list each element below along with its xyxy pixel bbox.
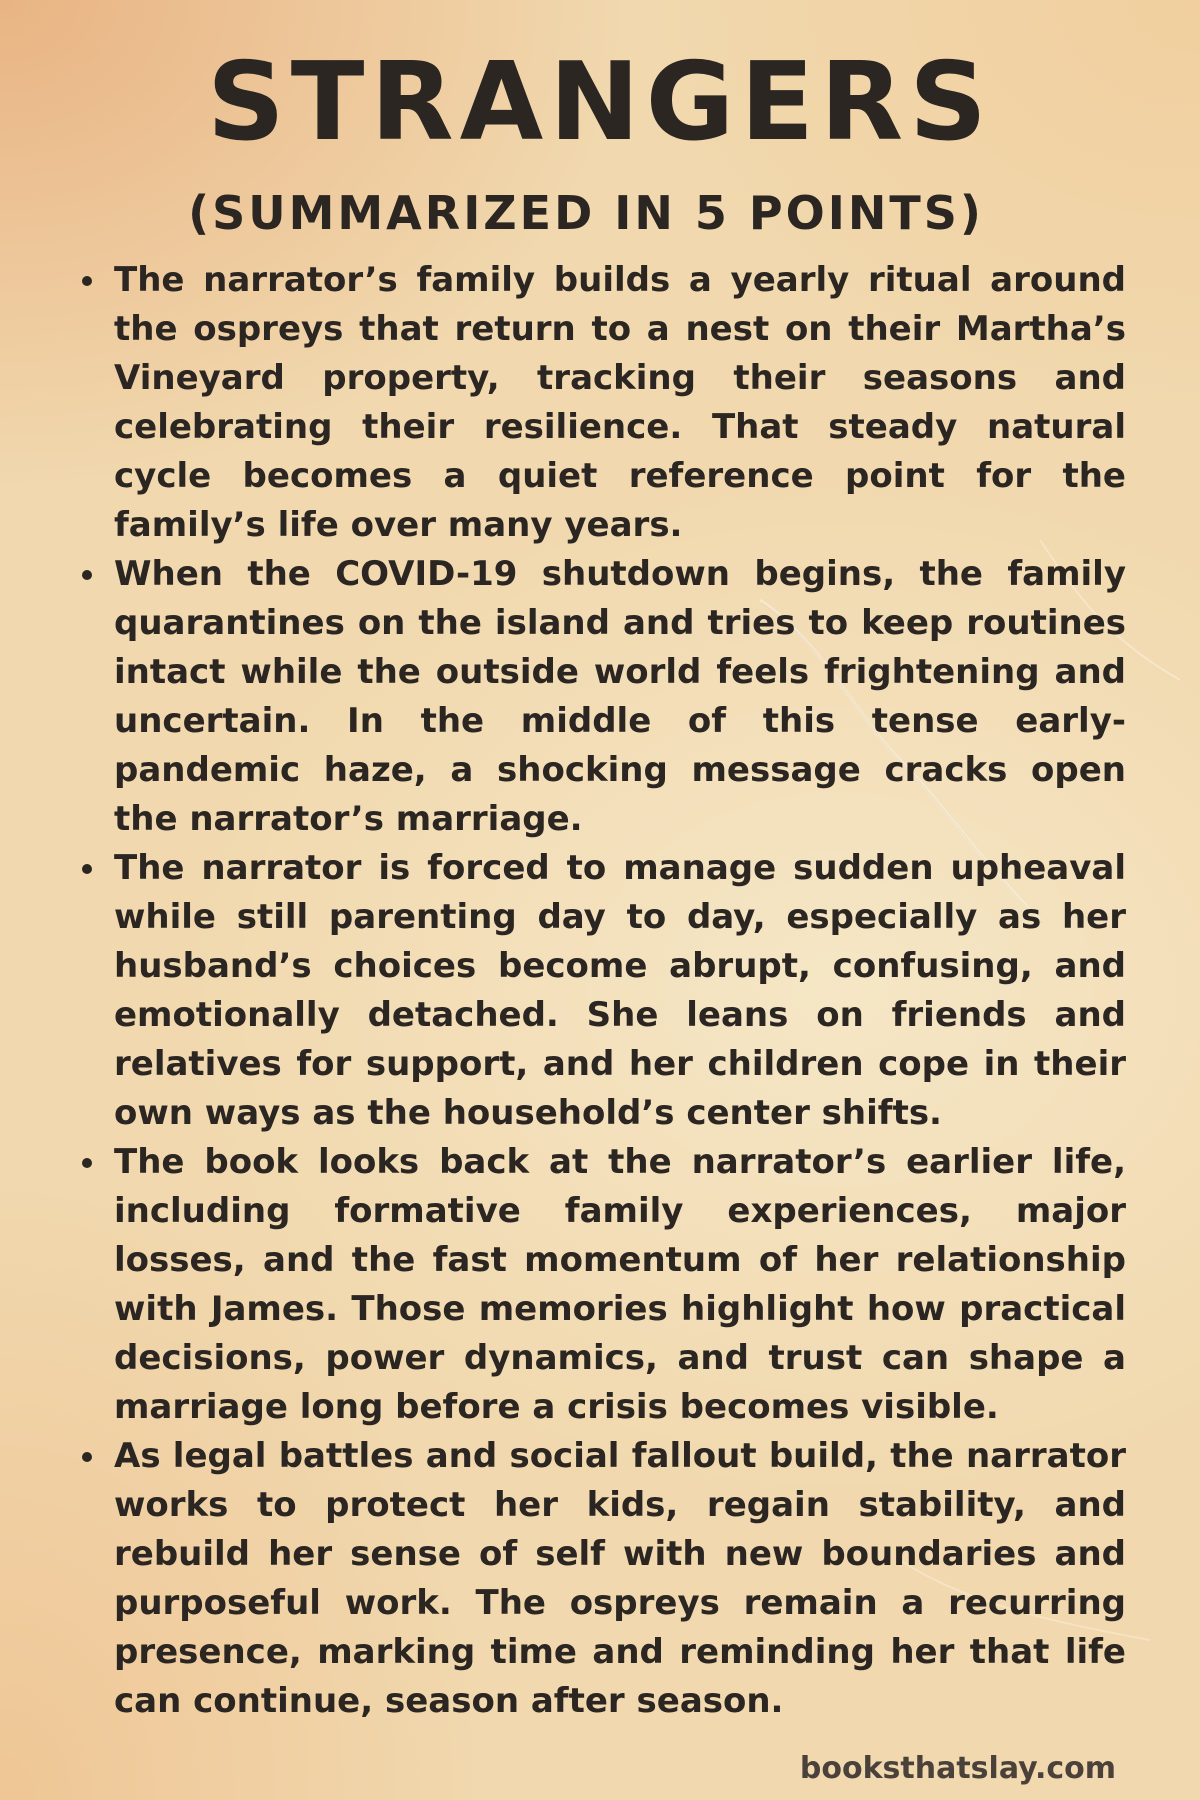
summary-point <box>72 844 1126 1138</box>
summary-point-text: The book looks back at the narrator’s earlier life, including formative family experiences, major losses, and the fast momentum of her relationship with James. Those memories highlight how practical decisions, power dynamics, and trust can shape a marriage long before a crisis becomes visible. <box>114 1142 1126 1427</box>
summary-point <box>72 1138 1126 1432</box>
bullet-icon <box>82 276 92 286</box>
summary-point-text: The narrator is forced to manage sudden upheaval while still parenting day to day, especially as her husband’s choices become abrupt, confusing, and emotionally detached. She leans on friends and relatives for support, and her children cope in their own ways as the household’s center shifts. <box>114 848 1126 1133</box>
summary-point-text: When the COVID-19 shutdown begins, the family quarantines on the island and tries to keep routines intact while the outside world feels frightening and uncertain. In the middle of this tense early-pandemic haze, a shocking message cracks open the narrator’s marriage. <box>114 554 1126 839</box>
summary-point-text: The narrator’s family builds a yearly ritual around the ospreys that return to a nest on their Martha’s Vineyard property, tracking their seasons and celebrating their resilience. That steady natural cycle becomes a quiet reference point for the family’s life over many years. <box>114 260 1126 545</box>
bullet-icon <box>82 1452 92 1462</box>
summary-point <box>72 550 1126 844</box>
bullet-icon <box>82 864 92 874</box>
page-subtitle: (SUMMARIZED IN 5 POINTS) <box>188 186 984 240</box>
summary-point <box>72 1432 1126 1726</box>
bullet-icon <box>82 570 92 580</box>
summary-point <box>72 256 1126 550</box>
bullet-icon <box>82 1158 92 1168</box>
site-watermark: booksthatslay.com <box>799 1751 1116 1786</box>
summary-point-text: As legal battles and social fallout build, the narrator works to protect her kids, regain stability, and rebuild her sense of self with new boundaries and purposeful work. The ospreys remain a recurring presence, marking time and reminding her that life can continue, season after season. <box>114 1436 1126 1721</box>
summary-points-list <box>72 256 1126 1726</box>
page-title: STRANGERS <box>207 40 993 165</box>
